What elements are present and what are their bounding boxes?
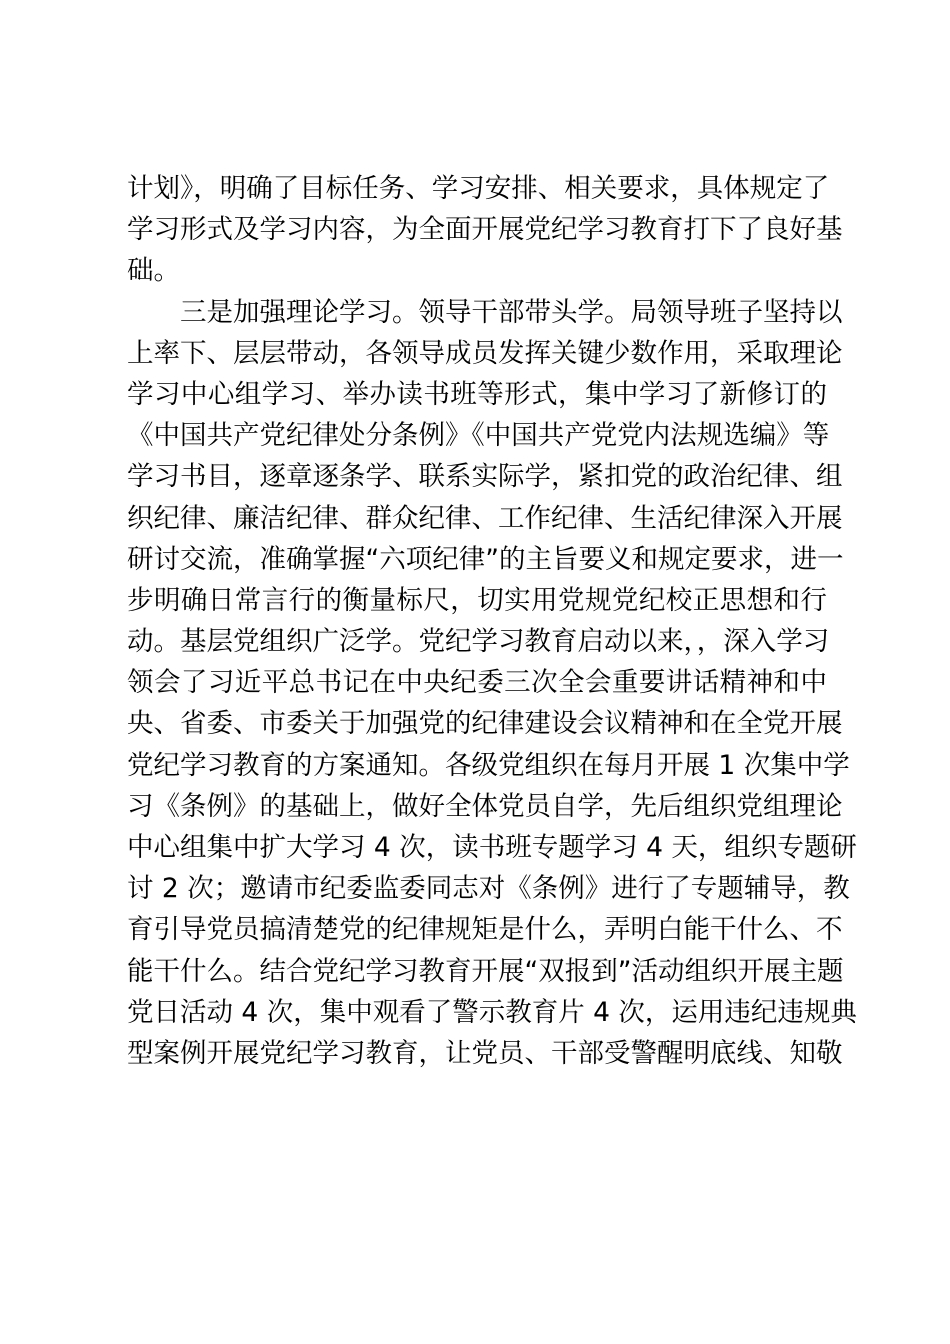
document-body bbox=[127, 168, 857, 1074]
text-line: 育引导党员搞清楚党的纪律规矩是什么，弄明白能干什么、不 bbox=[127, 914, 843, 946]
text-line: 织纪律、廉洁纪律、群众纪律、工作纪律、生活纪律深入开展 bbox=[127, 502, 843, 534]
text-line: 学习中心组学习、举办读书班等形式，集中学习了新修订的 bbox=[127, 378, 827, 410]
text-line: 党纪学习教育的方案通知。各级党组织在每月开展 1 次集中学 bbox=[127, 749, 850, 781]
text-line: 步明确日常言行的衡量标尺，切实用党规党纪校正思想和行 bbox=[127, 584, 827, 616]
paragraph bbox=[127, 292, 857, 1075]
text-line: 《中国共产党纪律处分条例》《中国共产党党内法规选编》等 bbox=[127, 420, 830, 452]
text-line: 础。 bbox=[127, 255, 180, 287]
text-line: 计划》，明确了目标任务、学习安排、相关要求，具体规定了 bbox=[127, 173, 830, 204]
text-line: 讨 2 次；邀请市纪委监委同志对《条例》进行了专题辅导，教 bbox=[127, 873, 850, 905]
text-line: 动。基层党组织广泛学。党纪学习教育启动以来，，深入学习 bbox=[127, 626, 830, 658]
text-line: 三是加强理论学习。领导干部带头学。局领导班子坚持以 bbox=[180, 296, 843, 328]
text-line: 研讨交流，准确掌握“六项纪律”的主旨要义和规定要求，进一 bbox=[127, 543, 844, 575]
paragraph bbox=[127, 168, 843, 292]
text-line: 学习书目，逐章逐条学、联系实际学，紧扣党的政治纪律、组 bbox=[127, 461, 843, 493]
text-line: 习《条例》的基础上，做好全体党员自学，先后组织党组理论 bbox=[127, 790, 843, 822]
text-line: 型案例开展党纪学习教育，让党员、干部受警醒明底线、知敬 bbox=[127, 1037, 843, 1069]
text-line: 中心组集中扩大学习 4 次，读书班专题学习 4 天，组织专题研 bbox=[127, 832, 857, 863]
text-line: 能干什么。结合党纪学习教育开展“双报到”活动组织开展主题 bbox=[127, 955, 844, 987]
text-line: 党日活动 4 次，集中观看了警示教育片 4 次，运用违纪违规典 bbox=[127, 996, 857, 1028]
text-line: 上率下、层层带动，各领导成员发挥关键少数作用，采取理论 bbox=[127, 337, 843, 369]
text-line: 领会了习近平总书记在中央纪委三次全会重要讲话精神和中 bbox=[127, 667, 827, 699]
text-line: 央、省委、市委关于加强党的纪律建设会议精神和在全党开展 bbox=[127, 708, 843, 740]
text-line: 学习形式及学习内容，为全面开展党纪学习教育打下了良好基 bbox=[127, 214, 843, 246]
